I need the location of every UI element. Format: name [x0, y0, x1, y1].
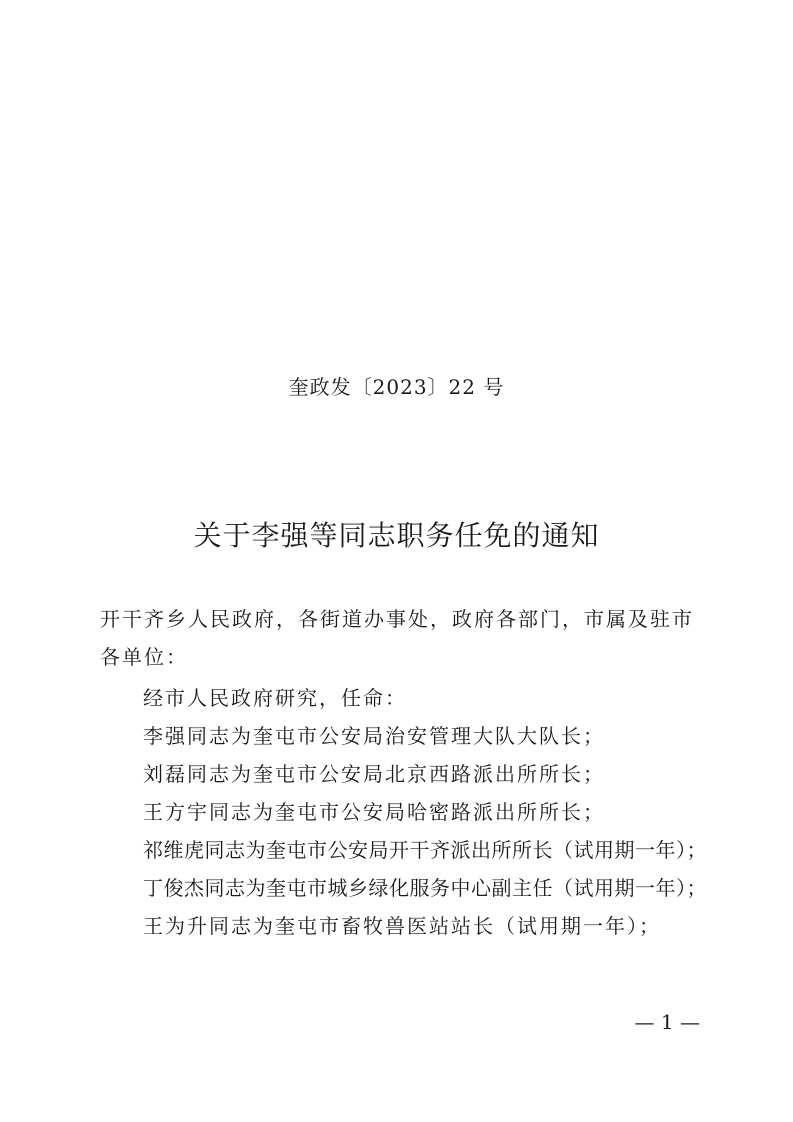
- document-number: 奎政发〔2023〕22 号: [288, 375, 505, 399]
- appointment-item: 王为升同志为奎屯市畜牧兽医站站长（试用期一年）；: [143, 914, 661, 938]
- appointment-item: 王方宇同志为奎屯市公安局哈密路派出所所长；: [143, 800, 605, 824]
- addressee-paragraph: 开干齐乡人民政府，各街道办事处，政府各部门，市属及驻市各单位：: [100, 607, 694, 669]
- page-number: — 1 —: [634, 1010, 700, 1034]
- appointment-item: 丁俊杰同志为奎屯市城乡绿化服务中心副主任（试用期一年）；: [143, 876, 707, 900]
- appointment-item: 刘磊同志为奎屯市公安局北京西路派出所所长；: [143, 762, 605, 786]
- appointment-item: 祁维虎同志为奎屯市公安局开干齐派出所所长（试用期一年）；: [143, 838, 707, 862]
- document-title: 关于李强等同志职务任免的通知: [193, 519, 600, 552]
- appointment-item: 李强同志为奎屯市公安局治安管理大队大队长；: [143, 724, 605, 748]
- document-body: [100, 679, 707, 945]
- intro-line: 经市人民政府研究，任命：: [143, 686, 407, 710]
